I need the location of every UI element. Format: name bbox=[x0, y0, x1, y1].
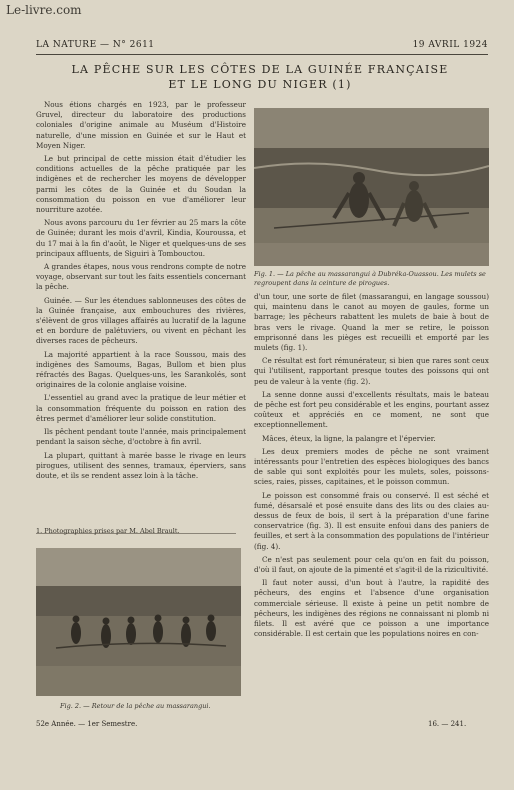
right-column bbox=[254, 292, 489, 717]
footer-volume: 52e Année. — 1er Semestre. bbox=[36, 720, 138, 728]
paragraph: Ce n'est pas seulement pour cela qu'on en fait du poisson, d'où il faut, on ajoute de la pimenté et s'agit-il de la rizicultivité. bbox=[254, 554, 489, 575]
figure-2-photo bbox=[36, 548, 241, 696]
paragraph: Guinée. — Sur les étendues sablonneuses des côtes de la Guinée française, aux embouchures des rivières, s'élèvent de gros villages affairés au lucratif de la lagune et en bordure de palétuviers, ou vivent en pêchant les diverses races de pêcheurs. bbox=[36, 295, 246, 346]
watermark-text: Le-livre.com bbox=[6, 3, 82, 17]
paragraph: d'un tour, une sorte de filet (massarangui, en langage soussou) qui, maintenu dans le canot au moyen de gaules, forme un barrage; les pêcheurs rabattent les mulets de baie à bout de bras vers le rivage. Quand la mer se retire, le poisson emprisonné dans les pièges est recueilli et emporté par les mulets (fig. 1). bbox=[254, 292, 489, 353]
paragraph: L'essentiel au grand avec la pratique de leur métier et la consommation fréquente du poisson en ration des êtres permet d'améliorer leur solide constitution. bbox=[36, 393, 246, 423]
paragraph: Il faut noter aussi, d'un bout à l'autre, la rapidité des pêcheurs, des engins et l'absence d'une organisation commerciale sérieuse. Il existe à peine un petit nombre de pêcheurs, les indigènes des régions ne connaissant ni plomb ni filets. Il est avéré que ce poisson a une importance considérable. Il est certain que les populations noires en con- bbox=[254, 578, 489, 639]
article-title bbox=[60, 62, 460, 92]
paragraph: Nous avons parcouru du 1er février au 25 mars la côte de Guinée; durant les mois d'avril, Kindia, Kouroussa, et du 17 mai à la fin d'août, le Niger et quelques-uns de ses principaux affluents, de Siguiri à Tombouctou. bbox=[36, 218, 246, 258]
header-rule bbox=[36, 54, 488, 55]
title-line-1: LA PÊCHE SUR LES CÔTES DE LA GUINÉE FRANÇAISE bbox=[71, 63, 449, 76]
figure-1-caption: Fig. 1. — La pêche au massarangui à Dubréka-Ouassou. Les mulets se regroupent dans la ceinture de pirogues. bbox=[254, 270, 486, 287]
footnote: 1. Photographies prises par M. Abel Brault. bbox=[36, 527, 180, 535]
paragraph: La senne donne aussi d'excellents résultats, mais le bateau de pêche est fort peu considérable et les engins, pourtant assez coûteux et appréciés en ce moment, ne sont que exceptionnellement. bbox=[254, 389, 489, 430]
paragraph: Le but principal de cette mission était d'étudier les conditions actuelles de la pêche pratiquée par les indigènes et de rechercher les moyens de développer parmi les côtes de la Guinée et du Soudan la consommation du poisson en vue d'améliorer leur nourriture azotée. bbox=[36, 154, 246, 215]
paragraph: Nous étions chargés en 1923, par le professeur Gruvel, directeur du laboratoire des productions coloniales d'origine animale au Muséum d'Histoire naturelle, d'une mission en Guinée et sur le Haut et Moyen Niger. bbox=[36, 100, 246, 150]
paragraph: Mâces, éteux, la ligne, la palangre et l'épervier. bbox=[262, 433, 436, 443]
paragraph: La majorité appartient à la race Soussou, mais des indigènes des Samoums, Bagas, Bullom et bien plus réfractés des Bagas. Quelques-uns, les Sarankolés, sont originaires de la colonie anglaise voisine. bbox=[36, 349, 246, 390]
fig1-image bbox=[254, 108, 489, 266]
paragraph: Les deux premiers modes de pêche ne sont vraiment intéressants pour l'entretien des espèces biologiques des bancs de sable qui sont exploités pour les mulets, soles, poissons-scies, raies, pisses, capitaines, et le poisson commun. bbox=[254, 446, 489, 487]
title-line-2: ET LE LONG DU NIGER (1) bbox=[168, 78, 352, 91]
footer-page-number: 16. — 241. bbox=[428, 720, 467, 728]
fig2-image bbox=[36, 548, 241, 696]
paragraph: Le poisson est consommé frais ou conservé. Il est séché et fumé, désarsalé et posé ensuite dans des lits ou des claies au-dessus de feux de bois, il sert à la préparation d'une farine conservatrice (fig. 3). Il est ensuite enfoui dans des paniers de feuilles, et sert à la consommation des populations de l'intérieur (fig. 4). bbox=[254, 490, 489, 551]
paragraph: La plupart, quittant à marée basse le rivage en leurs pirogues, utilisent des sennes, tramaux, éperviers, sans doute, et ils se rendent assez loin à la tâche. bbox=[36, 450, 246, 480]
paragraph: Ce résultat est fort rémunérateur, si bien que rares sont ceux qui l'utilisent, rapportant presque toutes des poissons qui ont peu de valeur à la vente (fig. 2). bbox=[254, 356, 489, 386]
figure-2-caption: Fig. 2. — Retour de la pêche au massarangui. bbox=[60, 702, 211, 710]
issue-date: 19 AVRIL 1924 bbox=[412, 40, 488, 50]
left-column bbox=[36, 100, 246, 500]
figure-1-photo bbox=[254, 108, 489, 266]
running-head bbox=[36, 40, 488, 52]
paragraph: Ils pêchent pendant toute l'année, mais principalement pendant la saison sèche, d'octobre à fin avril. bbox=[36, 427, 246, 447]
paragraph: A grandes étapes, nous vous rendrons compte de notre voyage, observant sur tout les faits essentiels concernant la pêche. bbox=[36, 262, 246, 292]
journal-issue: LA NATURE — N° 2611 bbox=[36, 40, 155, 50]
